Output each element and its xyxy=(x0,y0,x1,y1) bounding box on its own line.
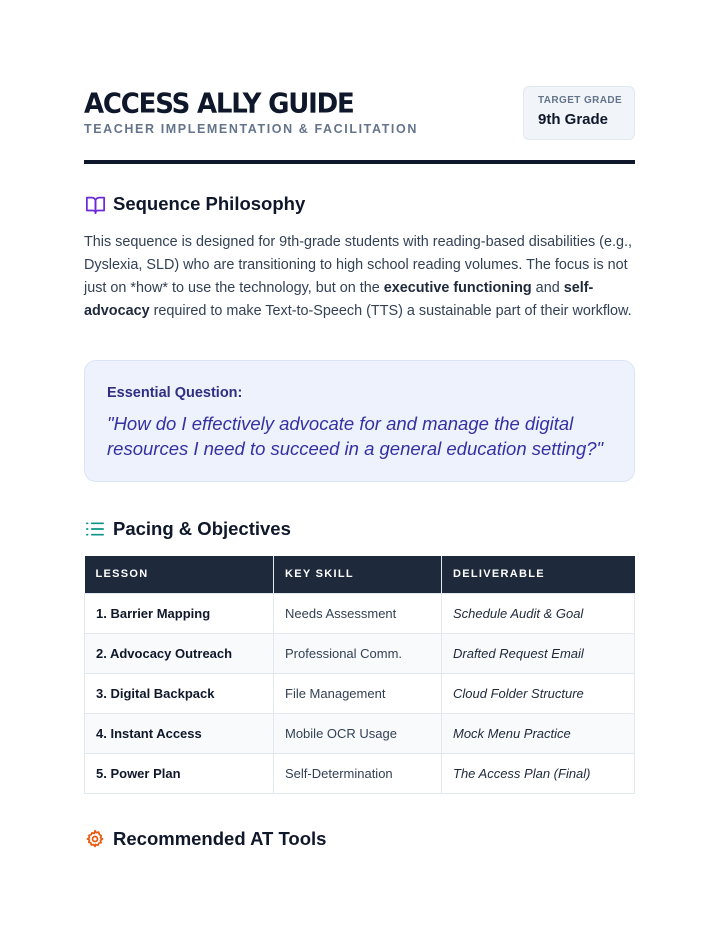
essential-question-label: Essential Question: xyxy=(107,385,243,401)
deliverable-cell: Schedule Audit & Goal xyxy=(442,593,635,633)
book-open-icon xyxy=(84,193,106,215)
deliverable-cell: Mock Menu Practice xyxy=(442,713,635,753)
table-header-row xyxy=(85,556,635,593)
list-icon xyxy=(84,518,106,540)
philosophy-paragraph xyxy=(84,231,635,323)
target-grade-label: TARGET GRADE xyxy=(538,95,623,106)
pacing-heading: Pacing & Objectives xyxy=(113,518,291,539)
lesson-cell: 5. Power Plan xyxy=(85,753,274,793)
philosophy-text-3: required to make Text-to-Speech (TTS) a sustainable part of their workflow. xyxy=(149,303,632,319)
lesson-cell: 1. Barrier Mapping xyxy=(85,593,274,633)
table-row xyxy=(85,593,635,633)
philosophy-text-2: and xyxy=(531,280,564,296)
deliverable-cell: Drafted Request Email xyxy=(442,633,635,673)
column-header-deliverable: DELIVERABLE xyxy=(442,556,635,593)
table-row xyxy=(85,633,635,673)
tools-section-header xyxy=(84,826,326,852)
table-row xyxy=(85,753,635,793)
page-subtitle: TEACHER IMPLEMENTATION & FACILITATION xyxy=(84,122,418,136)
key-skill-cell: Mobile OCR Usage xyxy=(274,713,442,753)
philosophy-heading: Sequence Philosophy xyxy=(113,193,306,214)
philosophy-bold-2: self-advocacy xyxy=(84,280,594,319)
key-skill-cell: Needs Assessment xyxy=(274,593,442,633)
deliverable-cell: Cloud Folder Structure xyxy=(442,673,635,713)
column-header-key-skill: KEY SKILL xyxy=(274,556,442,593)
target-grade-badge xyxy=(523,86,635,140)
pacing-table xyxy=(84,556,635,794)
essential-question-quote: "How do I effectively advocate for and manage the digital resources I need to succeed in a general education setting?" xyxy=(107,413,604,459)
key-skill-cell: Professional Comm. xyxy=(274,633,442,673)
pacing-section-header xyxy=(84,516,291,542)
lesson-cell: 2. Advocacy Outreach xyxy=(85,633,274,673)
philosophy-section-header xyxy=(84,191,305,217)
header xyxy=(84,86,635,166)
philosophy-text-1: This sequence is designed for 9th-grade students with reading-based disabilities (e.g., Dyslexia, SLD) who are transitioning to high school reading volumes. The focus is not just on *how* to use the technology, but on the xyxy=(84,234,632,296)
key-skill-cell: File Management xyxy=(274,673,442,713)
page-title: ACCESS ALLY GUIDE xyxy=(84,88,354,120)
table-row xyxy=(85,673,635,713)
header-divider xyxy=(84,160,635,164)
philosophy-bold-1: executive functioning xyxy=(383,280,532,296)
column-header-lesson: LESSON xyxy=(85,556,274,593)
deliverable-cell: The Access Plan (Final) xyxy=(442,753,635,793)
essential-question-callout xyxy=(84,360,635,482)
gear-icon xyxy=(84,828,106,850)
target-grade-value: 9th Grade xyxy=(538,111,609,128)
tools-heading: Recommended AT Tools xyxy=(113,828,327,849)
key-skill-cell: Self-Determination xyxy=(274,753,442,793)
table-row xyxy=(85,713,635,753)
lesson-cell: 3. Digital Backpack xyxy=(85,673,274,713)
lesson-cell: 4. Instant Access xyxy=(85,713,274,753)
